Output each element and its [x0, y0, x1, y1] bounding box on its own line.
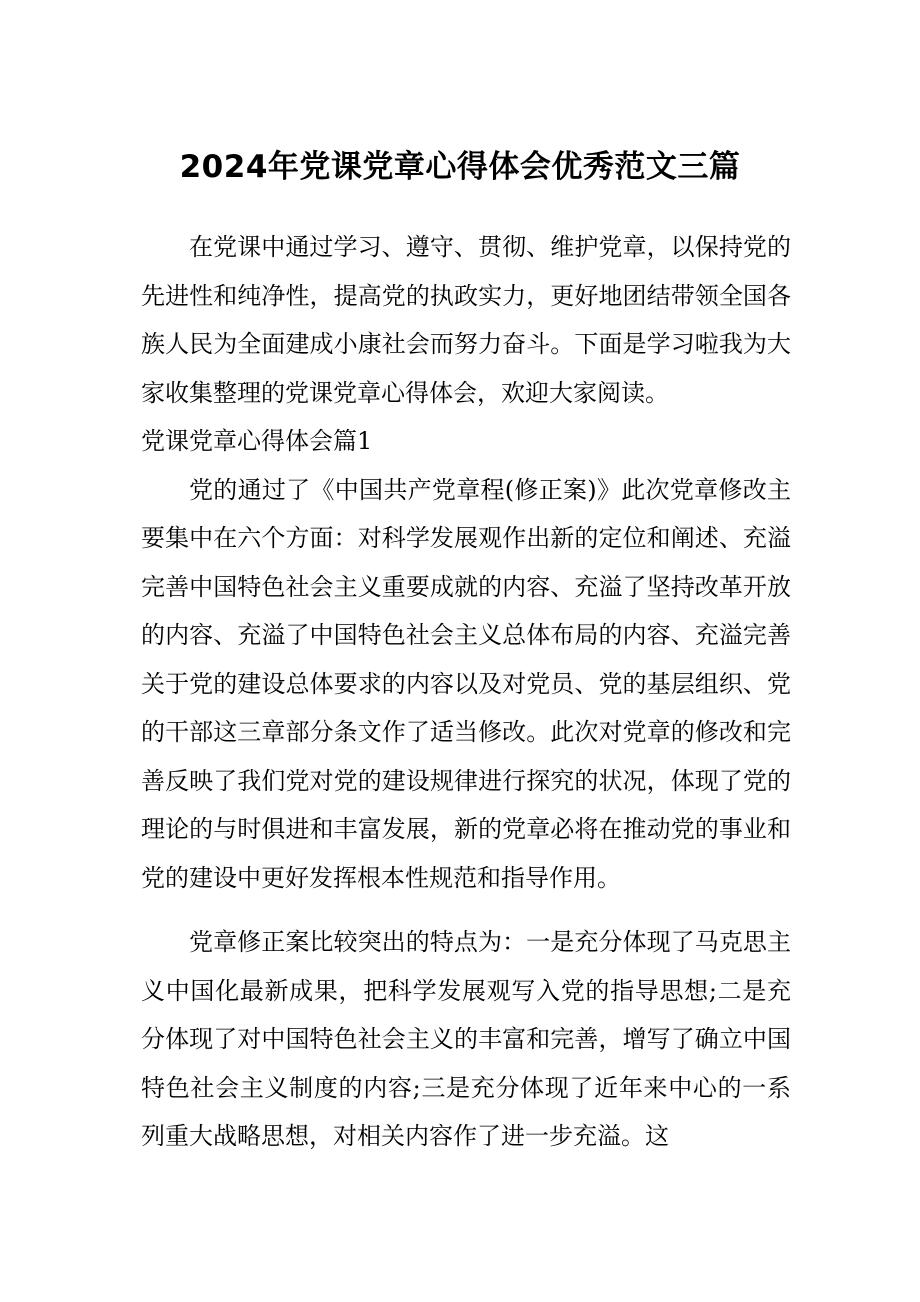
intro-paragraph: 在党课中通过学习、遵守、贯彻、维护党章，以保持党的先进性和纯净性，提高党的执政实力，更好地团结带领全国各族人民为全面建成小康社会而努力奋斗。下面是学习啦我为大家收集整理的党课党章心得体会，欢迎大家阅读。	[141, 233, 791, 407]
body-paragraph: 党章修正案比较突出的特点为：一是充分体现了马克思主义中国化最新成果，把科学发展观写入党的指导思想;二是充分体现了对中国特色社会主义的丰富和完善，增写了确立中国特色社会主义制度的内容;三是充分体现了近年来中心的一系列重大战略思想，对相关内容作了进一步充溢。这	[141, 928, 791, 1150]
body-paragraph: 党的通过了《中国共产党章程(修正案)》此次党章修改主要集中在六个方面：对科学发展观作出新的定位和阐述、充溢完善中国特色社会主义重要成就的内容、充溢了坚持改革开放的内容、充溢了中国特色社会主义总体布局的内容、充溢完善关于党的建设总体要求的内容以及对党员、党的基层组织、党的干部这三章部分条文作了适当修改。此次对党章的修改和完善反映了我们党对党的建设规律进行探究的状况，体现了党的理论的与时俱进和丰富发展，新的党章必将在推动党的事业和党的建设中更好发挥根本性规范和指导作用。	[141, 475, 791, 892]
document-title: 2024年党课党章心得体会优秀范文三篇	[179, 149, 741, 185]
document-body	[141, 223, 791, 1161]
section-heading: 党课党章心得体会篇1	[141, 427, 373, 455]
